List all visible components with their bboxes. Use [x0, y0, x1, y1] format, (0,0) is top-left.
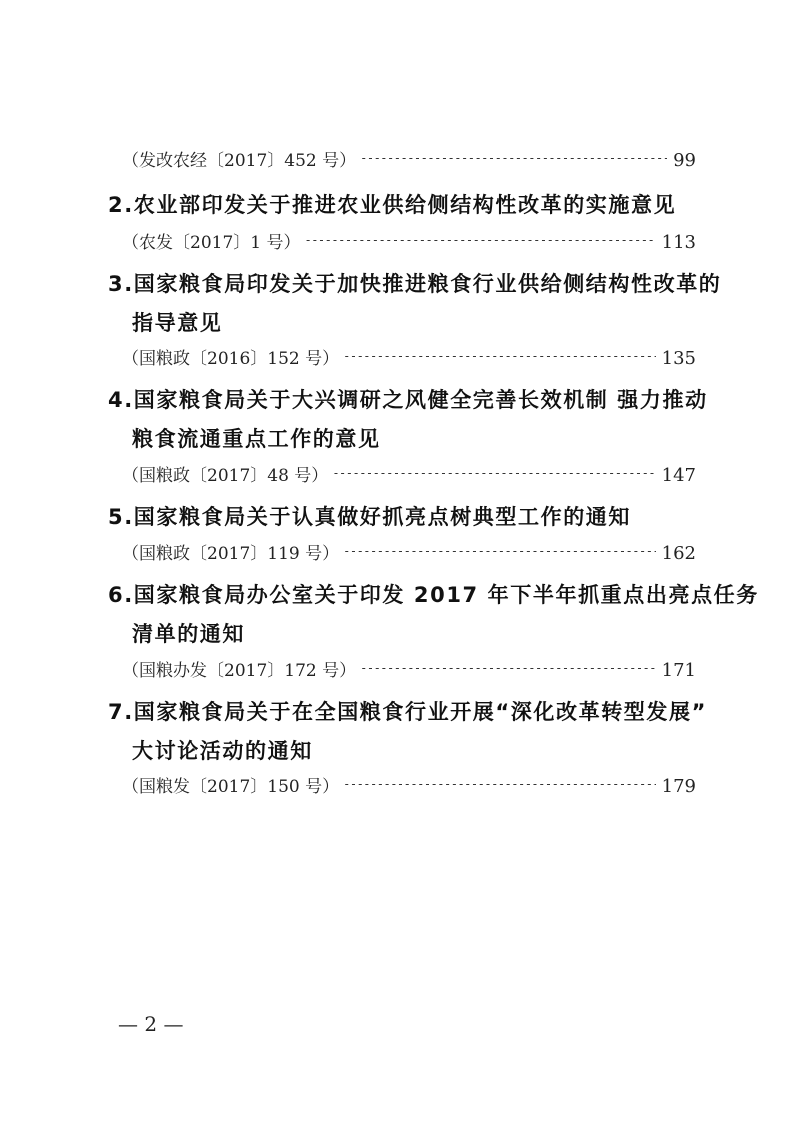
page-number: 99 [673, 150, 696, 171]
ref-text: （发改农经〔2017〕452 号） [122, 151, 357, 171]
ref-text: （国粮政〔2017〕119 号） [122, 544, 340, 564]
entry-title-text: 国家粮食局关于在全国粮食行业开展“深化改革转型发展” [133, 700, 707, 724]
entry-number: 2. [108, 193, 134, 217]
entry-title-text: 国家粮食局关于大兴调研之风健全完善长效机制 强力推动 [133, 388, 708, 412]
entry-title-text: 大讨论活动的通知 [132, 739, 313, 763]
toc-entry-title-continued [132, 735, 732, 767]
entry-title-text: 国家粮食局办公室关于印发 2017 年下半年抓重点出亮点任务 [133, 583, 759, 607]
toc-entry-title [108, 501, 708, 533]
page-number: 113 [661, 232, 696, 253]
ref-text: （国粮办发〔2017〕172 号） [122, 661, 357, 681]
entry-number: 5. [108, 505, 134, 529]
dot-leader [360, 144, 667, 172]
toc-entry-title [108, 384, 708, 416]
toc-entry-title [108, 268, 722, 300]
entry-number: 6. [108, 583, 134, 607]
entry-title-text: 粮食流通重点工作的意见 [132, 427, 381, 451]
ref-text: （国粮政〔2017〕48 号） [122, 466, 329, 486]
entry-title-text: 清单的通知 [132, 622, 245, 646]
toc-entry-title-continued [132, 618, 732, 650]
page-number: 171 [661, 660, 696, 681]
page-number: 147 [661, 465, 696, 486]
toc-entry-ref [112, 540, 696, 568]
dot-leader [343, 770, 656, 798]
toc-entry-title-continued [132, 423, 732, 455]
entry-title-text: 农业部印发关于推进农业供给侧结构性改革的实施意见 [133, 193, 677, 217]
toc-entry-title [108, 696, 708, 728]
entry-number: 4. [108, 388, 134, 412]
toc-entry-title [108, 189, 708, 221]
entry-title-text: 指导意见 [132, 311, 223, 335]
toc-entry-ref [112, 229, 696, 257]
toc-entry-ref [112, 462, 696, 490]
toc-entry-ref [112, 147, 696, 175]
entry-number: 7. [108, 700, 134, 724]
page-number: 162 [661, 543, 696, 564]
page-number: 179 [661, 776, 696, 797]
dot-leader [343, 342, 656, 370]
entry-title-text: 国家粮食局关于认真做好抓亮点树典型工作的通知 [133, 505, 631, 529]
entry-title-text: 国家粮食局印发关于加快推进粮食行业供给侧结构性改革的 [133, 272, 722, 296]
dot-leader [304, 226, 655, 254]
page-footer-number: — 2 — [118, 1012, 184, 1036]
entry-number: 3. [108, 272, 134, 296]
dot-leader [343, 537, 656, 565]
ref-text: （农发〔2017〕1 号） [122, 233, 301, 253]
toc-entry-ref [112, 345, 696, 373]
toc-entry-ref [112, 657, 696, 685]
dot-leader [332, 459, 655, 487]
dot-leader [360, 654, 656, 682]
toc-entry-ref [112, 773, 696, 801]
page-number: 135 [661, 348, 696, 369]
toc-entry-title-continued [132, 307, 732, 339]
ref-text: （国粮政〔2016〕152 号） [122, 349, 340, 369]
toc-entry-title [108, 579, 759, 611]
ref-text: （国粮发〔2017〕150 号） [122, 777, 340, 797]
